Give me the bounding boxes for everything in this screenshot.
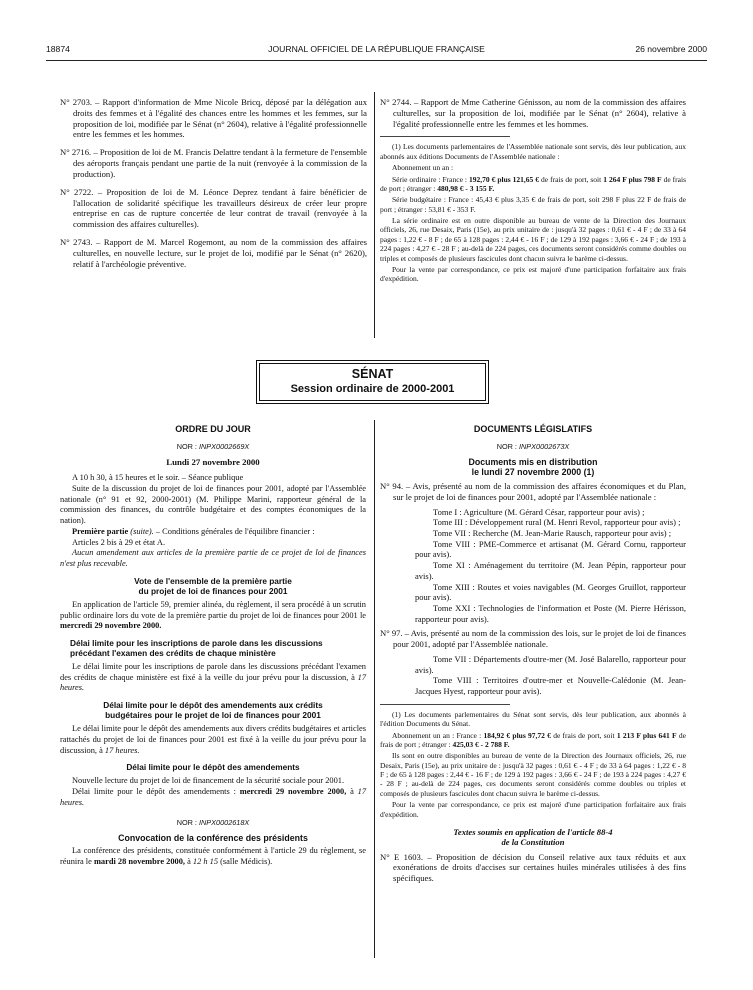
list-item: Tome XI : Aménagement du territoire (M. Jean Pépin, rapporteur pour avis). bbox=[415, 560, 686, 581]
session-title: Session ordinaire de 2000-2001 bbox=[290, 382, 455, 395]
paragraph: Nouvelle lecture du projet de loi de financement de la sécurité sociale pour 2001. bbox=[72, 776, 345, 786]
subsection-heading: Textes soumis en application de l'article 88-4 de la Constitution bbox=[453, 826, 613, 848]
paragraph: Le délai limite pour le dépôt des amendements aux divers crédits budgétaires et articles rattachés du projet de loi de finances pour 2001 est fixé à la veille du jour prévu pour la discussion, à 17 heures. bbox=[60, 724, 366, 755]
paragraph: Délai limite pour le dépôt des amendements : mercredi 29 novembre 2000, à 17 heures. bbox=[60, 787, 367, 807]
footnote-text: Pour la vente par correspondance, ce prix est majoré d'une participation forfaitaire aux frais d'expédition. bbox=[380, 264, 686, 284]
tome-list bbox=[380, 654, 686, 697]
paragraph: Aucun amendement aux articles de la première partie de ce projet de loi de finances n'est plus recevable. bbox=[60, 548, 366, 569]
doc-entry-2716: N° 2716. – Proposition de loi de M. Francis Delattre tendant à la fermeture de l'ensemble des aéroports français pendant une partie de la nuit (renvoyée à la commission de la production). bbox=[60, 147, 367, 179]
subsection-heading: Vote de l'ensemble de la première partie du projet de loi de finances pour 2001 bbox=[134, 575, 292, 596]
note-rule bbox=[380, 136, 510, 137]
documents-legislatifs-column bbox=[380, 424, 686, 888]
footnote-text: Ils sont en outre disponibles au bureau de vente de la Direction des Journaux officiels, 26, rue Desaix, Paris (15e), au prix unitaire de : jusqu'à 32 pages : 0,61 € - 4 F ; de 33 à 64 pages : 1,22 € - 8 F ; de 65 à 128 pages : 2,44 € - 16 F ; de 129 à 192 pages : 3,66 € - 24 F ; de 193 à 224 pages : 4,27 € - 28 F ; au-delà de 224 pages, ces documents seront considérés comme doubles ou triples et composés de plusieurs fascicules dont chacun suivra le barème ci-dessus. bbox=[380, 751, 686, 798]
doc-entry-e1603: N° E 1603. – Proposition de décision du Conseil relative aux taux réduits et aux exonérations de droits d'accises sur certaines huiles minérales utilisées à des fins spécifiques. bbox=[380, 851, 686, 884]
paragraph: Première partie (suite). – Conditions générales de l'équilibre financier : bbox=[72, 526, 315, 536]
nor-reference: NOR : INPX0002673X bbox=[496, 441, 570, 451]
list-item: Tome VII : Départements d'outre-mer (M. José Balarello, rapporteur pour avis). bbox=[415, 653, 686, 675]
footnote-text: (1) Les documents parlementaires de l'Assemblée nationale sont servis, dès leur publication, aux abonnés aux éditions Documents de l'Assemblée nationale : bbox=[380, 142, 686, 161]
footnote-text: Abonnement un an : France : 184,92 € plus 97,72 € de frais de port, soit 1 213 F plus 641 F de frais de port ; étranger : 425,03 € - 2 788 F. bbox=[380, 730, 686, 749]
subsection-heading: Délai limite pour le dépôt des amendements bbox=[126, 762, 300, 773]
nor-reference: NOR : INPX0002618X bbox=[176, 817, 250, 827]
footnote-text: Abonnement un an : bbox=[392, 163, 454, 173]
page-header bbox=[46, 44, 707, 58]
doc-entry-97: N° 97. – Avis, présenté au nom de la commission des lois, sur le projet de loi de finances pour 2001, adopté par l'Assemblée nationale. bbox=[380, 628, 686, 650]
doc-entry-2722: N° 2722. – Proposition de loi de M. Léonce Deprez tendant à faire bénéficier de l'allocation de solidarité spécifique les travailleurs désireux de créer leur propre entreprise en cas de rupture concertée de leur contrat de travail (renvoyée à la commission des affaires culturelles). bbox=[60, 186, 367, 230]
list-item: Tome XXI : Technologies de l'information et Poste (M. Pierre Hérisson, rapporteur pour avis). bbox=[415, 602, 686, 624]
header-rule bbox=[46, 60, 707, 61]
paragraph: La conférence des présidents, constituée conformément à l'article 29 du règlement, se réunira le mardi 28 novembre 2000, à 12 h 15 (salle Médicis). bbox=[60, 846, 366, 867]
nor-reference: NOR : INPX0002669X bbox=[176, 441, 250, 451]
tome-list bbox=[380, 507, 686, 625]
list-item: Tome VIII : Territoires d'outre-mer et Nouvelle-Calédonie (M. Jean-Jacques Hyest, rapporteur pour avis). bbox=[415, 675, 686, 697]
doc-entry-2744: N° 2744. – Rapport de Mme Catherine Génisson, au nom de la commission des affaires culturelles, sur la proposition de loi, modifiée par le Sénat (n° 2604), relative à l'égalité professionnelle entre les femmes et les hommes. bbox=[380, 97, 686, 129]
paragraph: Suite de la discussion du projet de loi de finances pour 2001, adopté par l'Assemblée nationale (n° 91 et 92, 2000-2001) (M. Philippe Marini, rapporteur général de la commission des finances, du contrôle budgétaire et des comptes économiques de la nation). bbox=[60, 483, 366, 526]
footnote-text: Série ordinaire : France : 192,70 € plus 121,65 € de frais de port, soit 1 264 F plus 798 F de frais de port ; étranger : 480,98 € - 3 155 F. bbox=[380, 174, 686, 193]
page-number: 18874 bbox=[46, 44, 70, 54]
doc-entry-2703: N° 2703. – Rapport d'information de Mme Nicole Bricq, déposé par la délégation aux droits des femmes et à l'égalité des chances entre les hommes et les femmes, sur la proposition de loi, modifiée par le Sénat (n° 2604), relative à l'égalité professionnelle entre les femmes et les hommes. bbox=[60, 97, 367, 140]
section-heading: DOCUMENTS LÉGISLATIFS bbox=[473, 424, 593, 434]
seance-line: A 10 h 30, à 15 heures et le soir. – Séance publique bbox=[72, 473, 244, 483]
senat-title-box bbox=[256, 360, 489, 404]
issue-date: 26 novembre 2000 bbox=[635, 44, 707, 54]
footnote-text: Pour la vente par correspondance, ce prix est majoré d'une participation forfaitaire aux frais d'expédition. bbox=[380, 800, 686, 819]
subsection-heading: Documents mis en distribution le lundi 27 novembre 2000 (1) bbox=[468, 456, 598, 478]
ordre-du-jour-column bbox=[60, 424, 366, 868]
subsection-heading: Convocation de la conférence des présidents bbox=[118, 832, 308, 843]
list-item: Tome XIII : Routes et voies navigables (M. Georges Gruillot, rapporteur pour avis). bbox=[415, 581, 686, 603]
top-left-column bbox=[60, 97, 367, 277]
footnote-text: (1) Les documents parlementaires du Sénat sont servis, dès leur publication, aux abonnés à l'édition Documents du Sénat. bbox=[380, 709, 686, 729]
top-column-divider bbox=[374, 92, 375, 338]
bottom-column-divider bbox=[374, 420, 375, 958]
top-right-column bbox=[380, 97, 686, 286]
subsection-heading: Délai limite pour les inscriptions de parole dans les discussions précédant l'examen des crédits de chaque ministère bbox=[70, 638, 323, 658]
footnote-text: Série budgétaire : France : 45,43 € plus 3,35 € de frais de port, soit 298 F plus 22 F de frais de port ; étranger : 53,81 € - 353 F. bbox=[380, 195, 686, 214]
paragraph: Le délai limite pour les inscriptions de parole dans les discussions précédant l'examen des crédits de chaque ministère est fixé à la veille du jour prévu pour la discussion, à 17 heures. bbox=[60, 661, 366, 693]
list-item: Tome I : Agriculture (M. Gérard César, rapporteur pour avis) ; bbox=[433, 506, 645, 517]
paragraph: Articles 2 bis à 29 et état A. bbox=[72, 537, 166, 547]
senat-title: SÉNAT bbox=[351, 367, 394, 381]
subsection-heading: Délai limite pour le dépôt des amendements aux crédits budgétaires pour le projet de loi de finances pour 2001 bbox=[103, 700, 323, 721]
assemblee-footnote bbox=[380, 142, 686, 283]
list-item: Tome VIII : PME-Commerce et artisanat (M. Gérard Cornu, rapporteur pour avis). bbox=[415, 538, 686, 560]
note-rule bbox=[380, 704, 510, 705]
list-item: Tome III : Développement rural (M. Henri Revol, rapporteur pour avis) ; bbox=[433, 517, 681, 528]
section-heading: ORDRE DU JOUR bbox=[175, 424, 251, 434]
doc-entry-94: N° 94. – Avis, présenté au nom de la commission des affaires économiques et du Plan, sur le projet de loi de finances pour 2001, adopté par l'Assemblée nationale : bbox=[380, 480, 686, 502]
paragraph: En application de l'article 59, premier alinéa, du règlement, il sera procédé à un scrutin public ordinaire lors du vote de la première partie du projet de loi de finances pour 2001 le mercredi 29 novembre 2000. bbox=[60, 599, 366, 631]
journal-title: JOURNAL OFFICIEL DE LA RÉPUBLIQUE FRANÇAISE bbox=[268, 44, 485, 54]
senat-footnote bbox=[380, 710, 686, 819]
agenda-date: Lundi 27 novembre 2000 bbox=[166, 456, 260, 467]
doc-entry-2743: N° 2743. – Rapport de M. Marcel Rogemont, au nom de la commission des affaires culturelles, en nouvelle lecture, sur le projet de loi, modifié par le Sénat (n° 2620), relatif à l'archéologie préventive. bbox=[60, 237, 367, 269]
list-item: Tome VII : Recherche (M. Jean-Marie Rausch, rapporteur pour avis) ; bbox=[433, 528, 672, 538]
footnote-text: La série ordinaire est en outre disponible au bureau de vente de la Direction des Journaux officiels, 26, rue Desaix, Paris (15e), au prix unitaire de : jusqu'à 32 pages : 0,61 € - 4 F ; de 33 à 64 pages : 1,22 € - 8 F ; de 65 à 128 pages : 2,44 € - 16 F ; de 129 à 192 pages : 3,66 € - 24 F ; de 193 à 224 pages : 4,27 € - 28 F ; au-delà de 224 pages, ces documents seront considérés comme doubles ou triples et composés de plusieurs fascicules dont chacun suivra le barème ci-dessus. bbox=[380, 216, 686, 263]
